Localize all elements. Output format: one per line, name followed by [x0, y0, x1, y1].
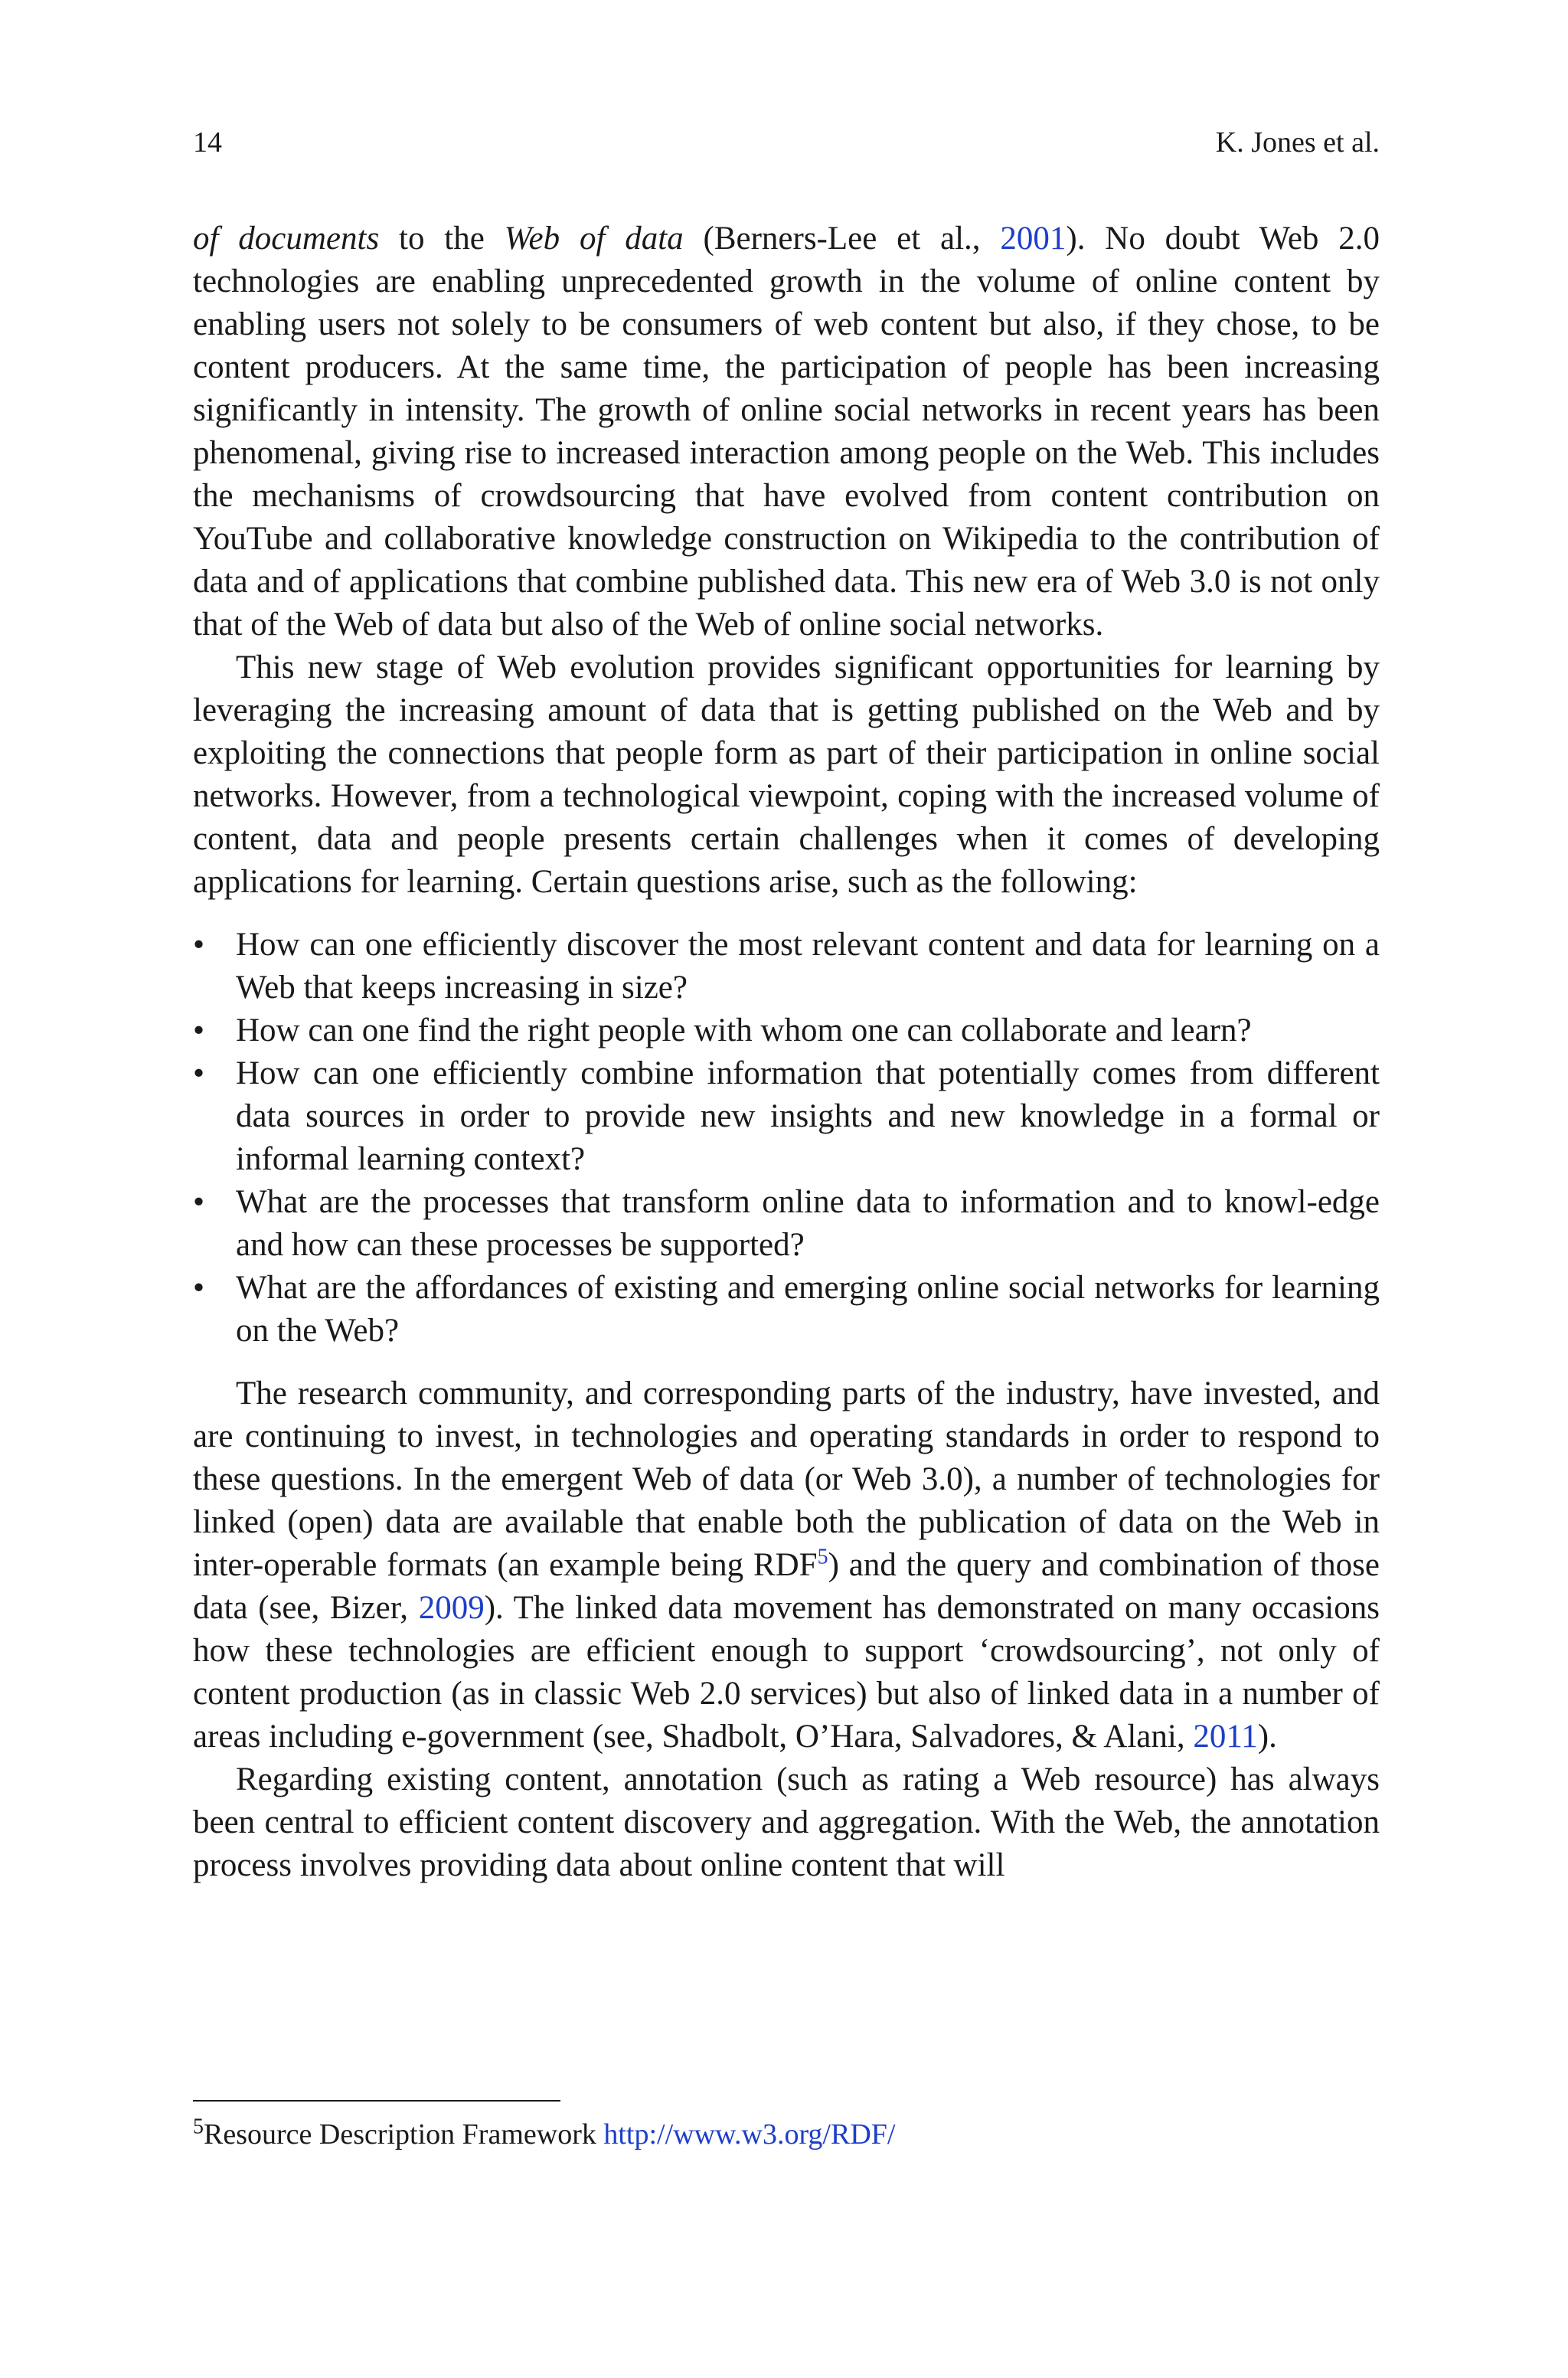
paragraph-3: [193, 1372, 1380, 1758]
list-item: [193, 1181, 1380, 1267]
paragraph-3-text-d: ).: [1257, 1719, 1277, 1755]
list-item: [193, 924, 1380, 1009]
footnote-text: Resource Description Framework: [204, 2118, 604, 2151]
list-item-text: How can one efficiently discover the most relevant content and data for learning on a Web that keeps increasing in size?: [236, 927, 1380, 1006]
paragraph-3-text-a: The research community, and corresponding parts of the industry, have invested, and are continuing to invest, in technologies and operating standards in order to respond to these questions. In the emergent Web of data (or Web 3.0), a number of technologies for linked (open) data are available that enable both the publication of data on the Web in inter-operable formats (an example being RDF: [193, 1375, 1380, 1583]
emphasis-of-documents: of documents: [193, 221, 380, 257]
body-text: [193, 218, 1380, 1887]
footnote-divider: [193, 2100, 560, 2102]
list-item: [193, 1009, 1380, 1052]
page-number: 14: [193, 126, 222, 159]
list-item: [193, 1267, 1380, 1353]
bullet-icon: •: [193, 927, 205, 963]
paragraph-4: Regarding existing content, annotation (such as rating a Web resource) has always been central to efficient content discovery and aggregation. With the Web, the annotation process involves providing data about online content that will: [193, 1761, 1380, 1883]
bullet-icon: •: [193, 1184, 205, 1220]
page-header: [193, 126, 1380, 164]
bullet-icon: •: [193, 1055, 205, 1091]
citation-link-2009[interactable]: 2009: [418, 1590, 485, 1626]
paragraph-1-text-b: (Berners-Lee et al.,: [683, 221, 1001, 257]
list-item: [193, 1052, 1380, 1181]
paragraph-1-text-a: to the: [379, 221, 505, 257]
paragraph-2: This new stage of Web evolution provides significant opportunities for learning by leveraging the increasing amount of data that is getting published on the Web and by exploiting the connections that people form as part of their participation in online social networks. However, from a technological viewpoint, coping with the increased volume of content, data and people presents certain challenges when it comes of developing applications for learning. Certain questions arise, such as the following:: [193, 649, 1380, 900]
list-item-text: What are the processes that transform online data to information and to knowl-edge and how can these processes be supported?: [236, 1184, 1380, 1263]
citation-link-2001[interactable]: 2001: [1000, 221, 1067, 257]
question-list: [193, 924, 1380, 1353]
running-head: K. Jones et al.: [1215, 126, 1380, 159]
footnote-url-link[interactable]: http://www.w3.org/RDF/: [603, 2118, 896, 2151]
bullet-icon: •: [193, 1270, 205, 1306]
bullet-icon: •: [193, 1012, 205, 1048]
footnote-ref-link[interactable]: 5: [817, 1545, 828, 1569]
footnote: [193, 2115, 1380, 2154]
citation-link-2011[interactable]: 2011: [1193, 1719, 1258, 1755]
paragraph-3-text-b: ) and the query and combination of those data (see, Bizer,: [193, 1547, 1380, 1626]
emphasis-web-of-data: Web of data: [504, 221, 684, 257]
paragraph-1-text-c: ). No doubt Web 2.0 technologies are enabling unprecedented growth in the volume of online content by enabling users not solely to be consumers of web content but also, if they chose, to be content producers. At the same time, the participation of people has been increasing significantly in intensity. The growth of online social networks in recent years has been phenomenal, giving rise to increased interaction among people on the Web. This includes the mechanisms of crowdsourcing that have evolved from content contribution on YouTube and collaborative knowledge construction on Wikipedia to the contribution of data and of applications that combine published data. This new era of Web 3.0 is not only that of the Web of data but also of the Web of online social networks.: [193, 221, 1380, 643]
footnote-number: 5: [193, 2115, 204, 2139]
paragraph-3-text-c: ). The linked data movement has demonstrated on many occasions how these technologies are efficient enough to support ‘crowdsourcing’, not only of content production (as in classic Web 2.0 services) but also of linked data in a number of areas including e-government (see, Shadbolt, O’Hara, Salvadores, & Alani,: [193, 1590, 1380, 1755]
list-item-text: How can one find the right people with whom one can collaborate and learn?: [236, 1012, 1252, 1048]
list-item-text: How can one efficiently combine information that potentially comes from different data sources in order to provide new insights and new knowledge in a formal or informal learning context?: [236, 1055, 1380, 1177]
paragraph-1: [193, 218, 1380, 646]
list-item-text: What are the affordances of existing and emerging online social networks for learning on the Web?: [236, 1270, 1380, 1349]
